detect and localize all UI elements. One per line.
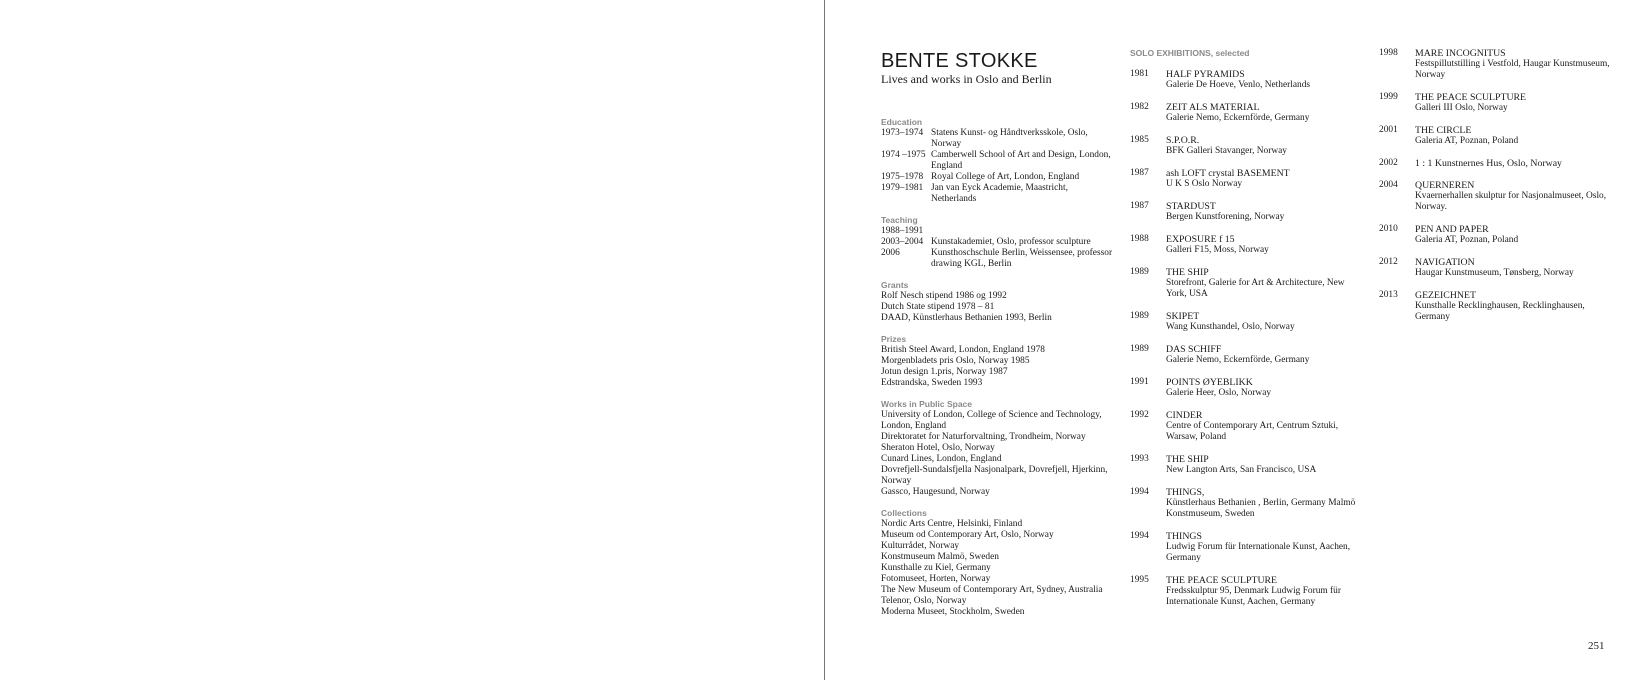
exhibition-venue: Wang Kunsthandel, Oslo, Norway [1166,322,1295,332]
exhibition-title: HALF PYRAMIDS [1166,69,1245,80]
solo-exhibitions-list-continued [1379,48,1619,323]
exhibition-entry [1130,102,1360,124]
exhibition-entry [1379,180,1619,213]
exhibition-venue: Galerie Heer, Oslo, Norway [1166,388,1272,398]
public-work-line: Cunard Lines, London, England [881,454,1002,464]
education-item: 1974 –1975 Camberwell School of Art and Design, London, England [881,150,1111,171]
exhibition-details [1415,290,1619,323]
collection-line: Telenor, Oslo, Norway [881,596,967,606]
collection-line: Fotomuseet, Horten, Norway [881,574,991,584]
right-page [825,0,1644,680]
solo-exhibitions-column-2 [1379,48,1619,334]
artist-name: BENTE STOKKE [881,50,1038,72]
exhibition-details [1166,234,1360,256]
public-work-line: Direktoratet for Naturforvaltning, Trondheim, Norway [881,432,1086,442]
exhibition-year: 2004 [1379,180,1398,190]
exhibition-details [1166,267,1360,300]
exhibition-title: THE CIRCLE [1415,125,1472,136]
solo-exhibitions-heading: SOLO EXHIBITIONS, selected [1130,48,1250,58]
exhibition-entry [1130,377,1360,399]
exhibition-title: DAS SCHIFF [1166,344,1222,355]
exhibition-entry [1130,168,1360,190]
exhibition-year: 1994 [1130,487,1149,497]
prizes-heading: Prizes [881,334,907,344]
teaching-heading: Teaching [881,215,918,225]
teaching-item: 2006 Kunsthoschschule Berlin, Weissensee, professor drawing KGL, Berlin [881,248,1113,269]
exhibition-year: 2013 [1379,290,1398,300]
exhibition-venue: Fredsskulptur 95, Denmark Ludwig Forum für Internationale Kunst, Aachen, Germany [1166,586,1341,607]
exhibition-details [1415,158,1619,169]
exhibition-entry [1379,92,1619,114]
exhibition-details [1166,377,1360,399]
exhibition-entry [1130,69,1360,91]
exhibition-title: STARDUST [1166,201,1216,212]
exhibition-entry [1379,224,1619,246]
exhibition-venue: Festspillutstilling i Vestfold, Haugar Kunstmuseum, Norway [1415,59,1610,80]
exhibition-year: 1981 [1130,69,1149,79]
exhibition-venue: Kunsthalle Recklinghausen, Recklinghausen, Germany [1415,301,1585,322]
exhibition-title: QUERNEREN [1415,180,1475,191]
exhibition-year: 2012 [1379,257,1398,267]
exhibition-details [1166,410,1360,443]
exhibition-venue: Ludwig Forum für Internationale Kunst, Aachen, Germany [1166,542,1351,563]
education-item: 1975–1978 Royal College of Art, London, England [881,172,1080,182]
exhibition-year: 2002 [1379,158,1398,168]
grant-line: DAAD, Künstlerhaus Bethanien 1993, Berlin [881,313,1052,323]
exhibition-details [1166,168,1360,190]
exhibition-title: CINDER [1166,410,1203,421]
prize-line: Jotun design 1.pris, Norway 1987 [881,367,1008,377]
collections-heading: Collections [881,508,927,518]
exhibition-year: 1987 [1130,201,1149,211]
exhibition-details [1166,575,1360,608]
exhibition-details [1415,48,1619,81]
exhibition-venue: Haugar Kunstmuseum, Tønsberg, Norway [1415,268,1574,278]
exhibition-entry [1379,48,1619,81]
exhibition-details [1166,69,1360,91]
exhibition-entry [1130,454,1360,476]
exhibition-venue: BFK Galleri Stavanger, Norway [1166,146,1287,156]
exhibition-title: PEN AND PAPER [1415,224,1489,235]
exhibition-year: 1989 [1130,311,1149,321]
exhibition-year: 1988 [1130,234,1149,244]
exhibition-title: POINTS ØYEBLIKK [1166,377,1253,388]
solo-exhibitions-column-1 [1130,48,1360,619]
exhibition-entry [1130,575,1360,608]
grants-heading: Grants [881,280,909,290]
exhibition-venue: Centre of Contemporary Art, Centrum Sztuki, Warsaw, Poland [1166,421,1339,442]
exhibition-year: 1999 [1379,92,1398,102]
exhibition-entry [1130,234,1360,256]
exhibition-venue: Galerie Nemo, Eckernförde, Germany [1166,113,1310,123]
public-work-line: Dovrefjell-Sundalsfjella Nasjonalpark, Dovrefjell, Hjerkinn, Norway [881,465,1108,486]
exhibition-year: 1989 [1130,344,1149,354]
exhibition-venue: Kvaernerhallen skulptur for Nasjonalmuseet, Oslo, Norway. [1415,191,1607,212]
exhibition-year: 1995 [1130,575,1149,585]
teaching-list [881,226,1113,270]
exhibition-title: THINGS, [1166,487,1205,498]
exhibition-venue: Galleri III Oslo, Norway [1415,103,1508,113]
exhibition-entry [1130,135,1360,157]
exhibition-year: 1994 [1130,531,1149,541]
grant-line: Dutch State stipend 1978 – 81 [881,302,995,312]
page-number: 251 [1588,640,1605,652]
exhibition-entry [1130,410,1360,443]
exhibition-details [1166,311,1360,333]
exhibition-details [1415,125,1619,147]
education-heading: Education [881,117,923,127]
exhibition-details [1415,257,1619,279]
teaching-item: 2003–2004 Kunstakademiet, Oslo, professor sculpture [881,237,1091,247]
collection-line: The New Museum of Contemporary Art, Sydney, Australia [881,585,1103,595]
exhibition-details [1415,224,1619,246]
exhibition-details [1166,135,1360,157]
education-item: 1979–1981 Jan van Eyck Academie, Maastricht, Netherlands [881,183,1068,204]
exhibition-title: 1 : 1 Kunstnernes Hus, Oslo, Norway [1415,158,1562,169]
exhibition-title: ash LOFT crystal BASEMENT [1166,168,1290,179]
teaching-item: 1988–1991 [881,226,924,236]
exhibition-venue: Bergen Kunstforening, Norway [1166,212,1285,222]
exhibition-year: 2010 [1379,224,1398,234]
exhibition-year: 1987 [1130,168,1149,178]
exhibition-entry [1379,158,1619,169]
exhibition-details [1415,180,1619,213]
exhibition-details [1166,102,1360,124]
exhibition-entry [1130,201,1360,223]
artist-subtitle: Lives and works in Oslo and Berlin [881,72,1052,86]
exhibition-venue: Galerie Nemo, Eckernförde, Germany [1166,355,1310,365]
public-works-heading: Works in Public Space [881,399,973,409]
exhibition-details [1166,344,1360,366]
exhibition-details [1166,454,1360,476]
exhibition-title: SKIPET [1166,311,1200,322]
exhibition-title: THE PEACE SCULPTURE [1166,575,1278,586]
exhibition-title: GEZEICHNET [1415,290,1476,301]
exhibition-entry [1379,257,1619,279]
exhibition-details [1166,531,1360,564]
exhibition-year: 1982 [1130,102,1149,112]
exhibition-year: 2001 [1379,125,1398,135]
collection-line: Kulturrådet, Norway [881,541,960,551]
exhibition-year: 1991 [1130,377,1149,387]
exhibition-details [1166,201,1360,223]
collection-line: Nordic Arts Centre, Helsinki, Finland [881,519,1023,529]
exhibition-entry [1130,487,1360,520]
solo-exhibitions-list [1130,69,1360,608]
exhibition-details [1166,487,1360,520]
public-work-line: Gassco, Haugesund, Norway [881,487,990,497]
exhibition-title: ZEIT ALS MATERIAL [1166,102,1260,113]
collection-line: Museum od Contemporary Art, Oslo, Norway [881,530,1054,540]
collection-line: Moderna Museet, Stockholm, Sweden [881,607,1025,617]
public-work-line: University of London, College of Science and Technology, London, England [881,410,1102,431]
exhibition-details [1415,92,1619,114]
exhibition-title: THINGS [1166,531,1202,542]
exhibition-title: S.P.O.R. [1166,135,1200,146]
public-work-line: Sheraton Hotel, Oslo, Norway [881,443,995,453]
prize-line: British Steel Award, London, England 1978 [881,345,1045,355]
biography-column [881,50,1113,618]
exhibition-venue: Storefront, Galerie for Art & Architecture, New York, USA [1166,278,1345,299]
exhibition-entry [1130,267,1360,300]
exhibition-year: 1998 [1379,48,1398,58]
exhibition-venue: U K S Oslo Norway [1166,179,1243,189]
exhibition-venue: Galleri F15, Moss, Norway [1166,245,1269,255]
exhibition-year: 1993 [1130,454,1149,464]
prize-line: Morgenbladets pris Oslo, Norway 1985 [881,356,1030,366]
exhibition-entry [1130,531,1360,564]
exhibition-year: 1985 [1130,135,1149,145]
grant-line: Rolf Nesch stipend 1986 og 1992 [881,291,1007,301]
exhibition-venue: Galeria AT, Poznan, Poland [1415,235,1519,245]
exhibition-title: MARE INCOGNITUS [1415,48,1506,59]
exhibition-entry [1130,311,1360,333]
education-item: 1973–1974 Statens Kunst- og Håndtverksskole, Oslo, Norway [881,128,1088,149]
exhibition-entry [1130,344,1360,366]
exhibition-year: 1989 [1130,267,1149,277]
prize-line: Edstrandska, Sweden 1993 [881,378,983,388]
exhibition-title: NAVIGATION [1415,257,1475,268]
exhibition-entry [1379,125,1619,147]
exhibition-venue: Galerie De Hoeve, Venlo, Netherlands [1166,80,1311,90]
exhibition-title: THE PEACE SCULPTURE [1415,92,1527,103]
exhibition-entry [1379,290,1619,323]
exhibition-title: EXPOSURE f 15 [1166,234,1235,245]
education-list [881,128,1113,205]
exhibition-title: THE SHIP [1166,454,1209,465]
exhibition-year: 1992 [1130,410,1149,420]
collection-line: Kunsthalle zu Kiel, Germany [881,563,991,573]
exhibition-title: THE SHIP [1166,267,1209,278]
exhibition-venue: Künstlerhaus Bethanien , Berlin, Germany Malmö Konstmuseum, Sweden [1166,498,1356,519]
exhibition-venue: New Langton Arts, San Francisco, USA [1166,465,1317,475]
collection-line: Konstmuseum Malmö, Sweden [881,552,999,562]
exhibition-venue: Galeria AT, Poznan, Poland [1415,136,1519,146]
